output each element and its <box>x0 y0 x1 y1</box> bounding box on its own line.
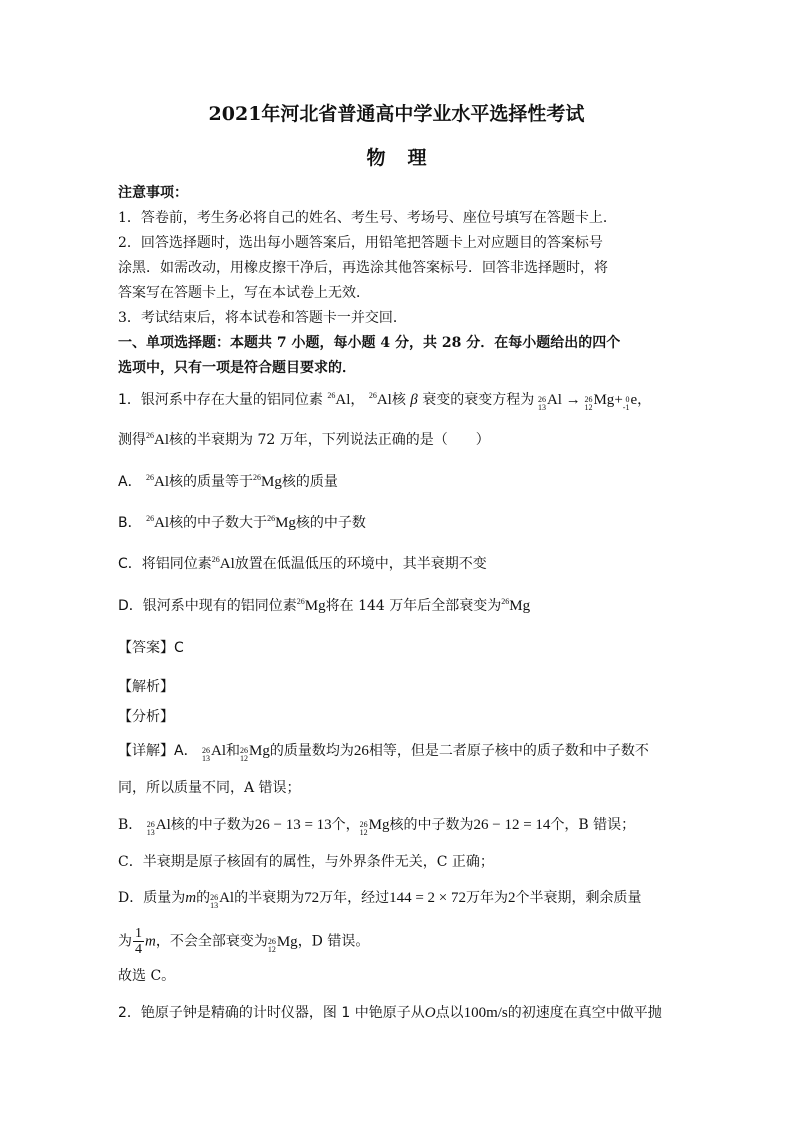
decay-equation: 26 13 Al → 26 12 Mg+ 0 -1 e <box>537 392 638 412</box>
detail-line: B． 26 13 Al核的中子数为26 − 13 = 13个， 26 12 Mg核的中子数为26 − 12 = 14个，B 错误； <box>118 817 636 837</box>
detail-line: 同，所以质量不同，A 错误； <box>118 780 301 796</box>
note-item: 答案写在答题卡上，写在本试卷上无效． <box>118 285 370 301</box>
conclusion: 故选 C。 <box>118 968 176 984</box>
fenxi-label: 【分析】 <box>118 709 174 725</box>
note-item: 3．考试结束后，将本试卷和答题卡一并交回． <box>118 310 407 326</box>
q2-stem: 2．铯原子钟是精确的计时仪器，图 1 中铯原子从O点以100m/s的初速度在真空中做平抛 <box>118 1005 662 1021</box>
note-item: 涂黑．如需改动，用橡皮擦干净后，再选涂其他答案标号．回答非选择题时，将 <box>118 260 608 276</box>
q1-option-d[interactable]: D．银河系中现有的铝同位素$^{26}$Mg将在 144 万年后全部衰变为$^{26}$Mg <box>118 597 531 614</box>
q1-option-a[interactable]: A． $^{26}$Al核的质量等于$^{26}$Mg核的质量 <box>118 473 338 490</box>
detail-line: D．质量为m的 26 13 Al的半衰期为72万年，经过144 = 2 × 72万年为2个半衰期，剩余质量 <box>118 890 642 910</box>
section-heading: 一、单项选择题：本题共 7 小题，每小题 4 分，共 28 分．在每小题给出的四个 <box>118 335 621 351</box>
exam-title: 2021年河北省普通高中学业水平选择性考试 <box>208 103 585 125</box>
detail-line: 【详解】A． 26 13 Al和 26 12 Mg的质量数均为26相等，但是二者原子核中的质子数和中子数不 <box>118 743 649 763</box>
q1-stem-cont: 测得$^{26}$Al核的半衰期为 72 万年，下列说法正确的是（ ） <box>118 431 490 448</box>
note-item: 1．答卷前，考生务必将自己的姓名、考生号、考场号、座位号填写在答题卡上． <box>118 210 617 226</box>
subject-title: 物理 <box>366 147 449 169</box>
q1-option-c[interactable]: C．将铝同位素$^{26}$Al放置在低温低压的环境中，其半衰期不变 <box>118 555 487 572</box>
notes-heading: 注意事项： <box>118 185 188 201</box>
detail-line: 为 $\frac{1}{4}$ m，不会全部衰变为 26 12 Mg，D 错误。 <box>118 926 370 957</box>
q1-stem: 1．银河系中存在大量的铝同位素 $^{26}$Al， $^{26}$Al核 β 衰变的衰变方程为 26 13 Al → 26 12 Mg+ 0 -1 e， <box>118 391 652 412</box>
analysis-label: 【解析】 <box>118 679 174 695</box>
answer-label: 【答案】C <box>118 640 184 656</box>
note-item: 2．回答选择题时，选出每小题答案后，用铅笔把答题卡上对应题目的答案标号 <box>118 235 603 251</box>
detail-line: C．半衰期是原子核固有的属性，与外界条件无关，C 正确； <box>118 854 494 870</box>
q1-option-b[interactable]: B． $^{26}$Al核的中子数大于$^{26}$Mg核的中子数 <box>118 514 366 531</box>
fraction-one-quarter: $\frac{1}{4}$ <box>135 926 142 957</box>
section-heading-cont: 选项中，只有一项是符合题目要求的． <box>118 360 356 376</box>
